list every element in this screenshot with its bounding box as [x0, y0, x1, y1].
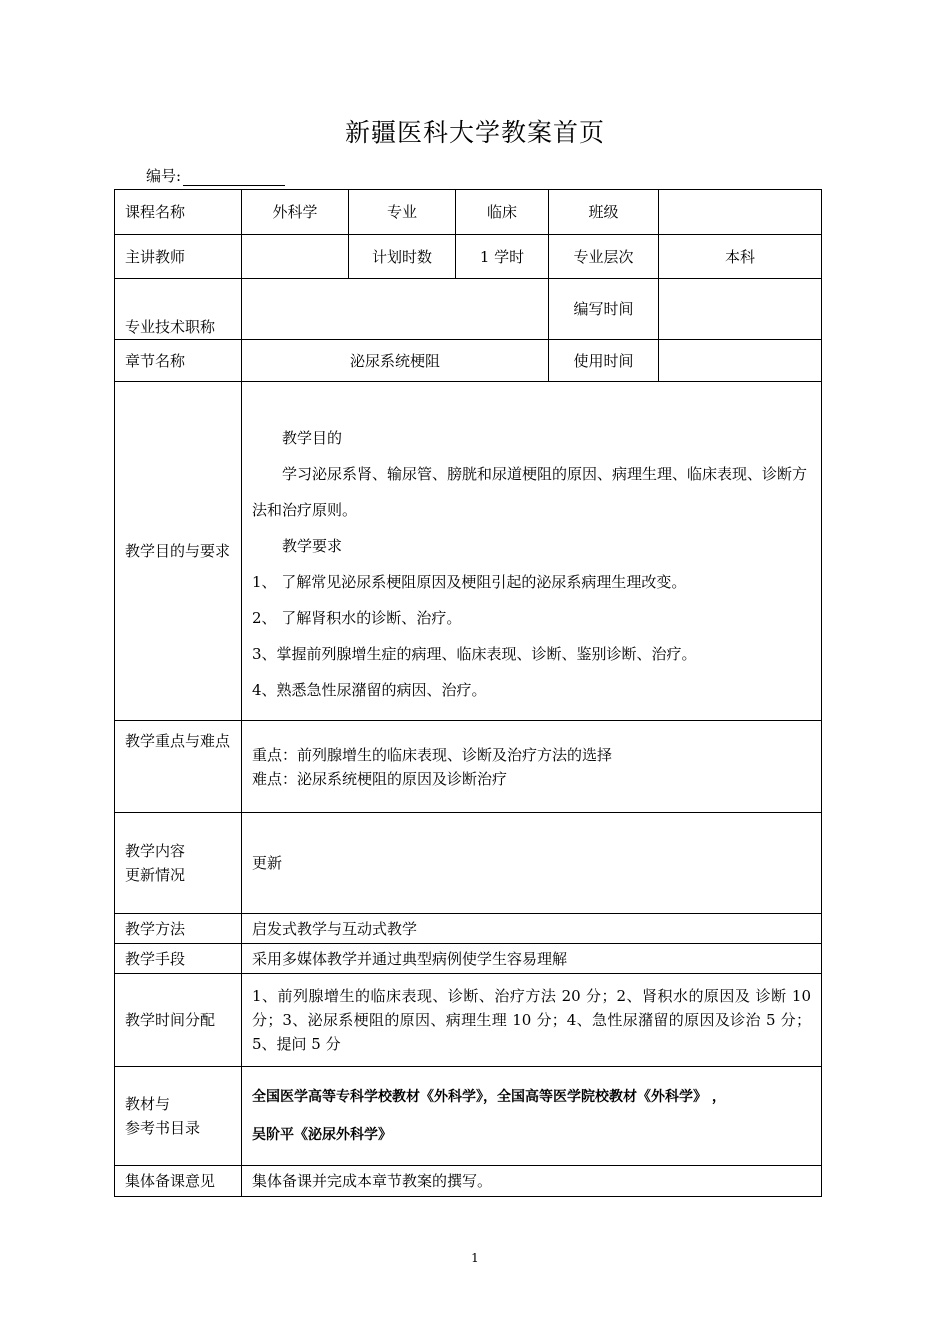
- content-update-value: 更新: [242, 813, 822, 914]
- major-value: 临床: [456, 190, 549, 235]
- row-lecturer: [115, 235, 822, 279]
- lecturer-value: [242, 235, 349, 279]
- key-points-content: [242, 721, 822, 813]
- reference-line: 吴阶平《泌尿外科学》: [252, 1127, 392, 1143]
- doc-number: [146, 165, 285, 186]
- planned-hours-label: 计划时数: [349, 235, 456, 279]
- time-allocation-label: 教学时间分配: [115, 974, 242, 1067]
- class-value: [659, 190, 822, 235]
- row-course: [115, 190, 822, 235]
- course-value: 外科学: [242, 190, 349, 235]
- row-group-prep: [115, 1166, 822, 1197]
- requirement-item: 1、 了解常见泌尿系梗阻原因及梗阻引起的泌尿系病理生理改变。: [252, 573, 687, 591]
- references-label-line1: 教材与: [125, 1095, 171, 1113]
- purpose-heading: 教学目的: [282, 429, 343, 447]
- references-label: [115, 1067, 242, 1166]
- doc-number-field: [183, 169, 285, 186]
- used-time-value: [659, 340, 822, 382]
- references-content: [242, 1067, 822, 1166]
- method-value: 启发式教学与互动式教学: [242, 914, 822, 944]
- chapter-label: 章节名称: [115, 340, 242, 382]
- key-point-difficulty: 难点：泌尿系统梗阻的原因及诊断治疗: [252, 769, 508, 788]
- method-label: 教学方法: [115, 914, 242, 944]
- group-prep-value: 集体备课并完成本章节教案的撰写。: [242, 1166, 822, 1197]
- means-label: 教学手段: [115, 944, 242, 974]
- major-level-value: 本科: [659, 235, 822, 279]
- row-content-update: [115, 813, 822, 914]
- professional-title-value: [242, 279, 549, 340]
- row-references: [115, 1067, 822, 1166]
- content-update-label: [115, 813, 242, 914]
- row-title: [115, 279, 822, 340]
- row-key-points: [115, 721, 822, 813]
- row-means: [115, 944, 822, 974]
- references-label-line2: 参考书目录: [125, 1119, 201, 1137]
- key-points-label: 教学重点与难点: [115, 721, 242, 813]
- requirement-item: 4、熟悉急性尿潴留的病因、治疗。: [252, 681, 487, 699]
- lecturer-label: 主讲教师: [115, 235, 242, 279]
- page-number: 1: [471, 1251, 479, 1265]
- professional-title-label: 专业技术职称: [115, 279, 242, 340]
- planned-hours-value: 1 学时: [456, 235, 549, 279]
- chapter-value: 泌尿系统梗阻: [242, 340, 549, 382]
- requirement-item: 2、 了解肾积水的诊断、治疗。: [252, 609, 462, 627]
- row-method: [115, 914, 822, 944]
- reference-line: 全国医学高等专科学校教材《外科学》，全国高等医学院校教材《外科学》 ，: [252, 1089, 726, 1105]
- content-update-label-line1: 教学内容: [125, 842, 186, 860]
- class-label: 班级: [549, 190, 659, 235]
- written-time-label: 编写时间: [549, 279, 659, 340]
- used-time-label: 使用时间: [549, 340, 659, 382]
- page-title: 新疆医科大学教案首页: [344, 118, 605, 147]
- means-value: 采用多媒体教学并通过典型病例使学生容易理解: [242, 944, 822, 974]
- time-allocation-value: 1、前列腺增生的临床表现、诊断、治疗方法 20 分；2、肾积水的原因及 诊断 10 分；3、泌尿系梗阻的原因、病理生理 10 分；4、急性尿潴留的原因及诊治 5 分；5、提问 5 分: [242, 974, 822, 1067]
- major-level-label: 专业层次: [549, 235, 659, 279]
- purpose-text: 学习泌尿系肾、输尿管、膀胱和尿道梗阻的原因、病理生理、临床表现、诊断方法和治疗原则。: [252, 465, 808, 519]
- objectives-content: [242, 382, 822, 721]
- requirement-item: 3、掌握前列腺增生症的病理、临床表现、诊断、鉴别诊断、治疗。: [252, 645, 697, 663]
- objectives-label: 教学目的与要求: [115, 382, 242, 721]
- major-label: 专业: [349, 190, 456, 235]
- row-objectives: [115, 382, 822, 721]
- row-time-allocation: [115, 974, 822, 1067]
- key-point-focus: 重点：前列腺增生的临床表现、诊断及治疗方法的选择: [252, 745, 613, 764]
- written-time-value: [659, 279, 822, 340]
- lesson-plan-table: [114, 189, 822, 1197]
- row-chapter: [115, 340, 822, 382]
- content-update-label-line2: 更新情况: [125, 866, 186, 884]
- doc-number-label: 编号:: [146, 167, 182, 185]
- group-prep-label: 集体备课意见: [115, 1166, 242, 1197]
- requirement-heading: 教学要求: [282, 537, 343, 555]
- course-label: 课程名称: [115, 190, 242, 235]
